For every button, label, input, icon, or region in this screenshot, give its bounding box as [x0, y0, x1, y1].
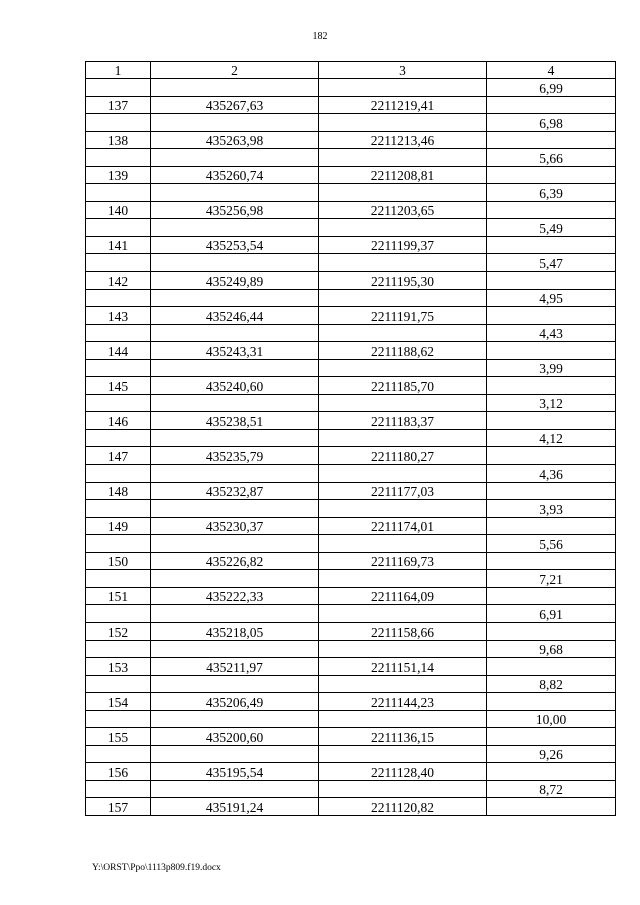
table-row [86, 272, 616, 290]
table-cell-col-2: 435246,44 [151, 307, 319, 325]
table-cell-col-3: 2211169,73 [319, 552, 487, 570]
table-cell-col-3: 2211177,03 [319, 482, 487, 500]
table-cell-col-3: 2211191,75 [319, 307, 487, 325]
table-cell-col-4 [487, 131, 616, 149]
table-cell-col-4 [487, 552, 616, 570]
header-cell-3: 3 [319, 62, 487, 79]
table-cell-col-3 [319, 640, 487, 658]
table-cell-col-1 [86, 219, 151, 237]
table-cell-col-2 [151, 149, 319, 167]
table-cell-col-4 [487, 728, 616, 746]
table-cell-col-4: 4,12 [487, 429, 616, 447]
table-row [86, 605, 616, 623]
table-row [86, 535, 616, 553]
table-row [86, 658, 616, 676]
table-row [86, 219, 616, 237]
table-row [86, 465, 616, 483]
table-cell-col-3 [319, 465, 487, 483]
table-cell-col-2: 435222,33 [151, 587, 319, 605]
table-cell-col-3: 2211136,15 [319, 728, 487, 746]
table-cell-col-4 [487, 236, 616, 254]
table-cell-col-4 [487, 377, 616, 395]
table-cell-col-2 [151, 324, 319, 342]
table-cell-col-1 [86, 675, 151, 693]
table-row [86, 745, 616, 763]
table-cell-col-2: 435195,54 [151, 763, 319, 781]
table-cell-col-1 [86, 500, 151, 518]
table-cell-col-4: 6,91 [487, 605, 616, 623]
table-row [86, 359, 616, 377]
table-cell-col-4 [487, 272, 616, 290]
table-cell-col-4 [487, 342, 616, 360]
table-cell-col-1: 146 [86, 412, 151, 430]
table-cell-col-1 [86, 605, 151, 623]
table-cell-col-3 [319, 219, 487, 237]
table-cell-col-2: 435218,05 [151, 622, 319, 640]
table-cell-col-2 [151, 640, 319, 658]
table-cell-col-1 [86, 640, 151, 658]
table-cell-col-1 [86, 324, 151, 342]
table-cell-col-2 [151, 500, 319, 518]
table-cell-col-1 [86, 710, 151, 728]
table-cell-col-4 [487, 622, 616, 640]
table-row [86, 447, 616, 465]
table-cell-col-4 [487, 166, 616, 184]
table-cell-col-1: 144 [86, 342, 151, 360]
header-cell-1: 1 [86, 62, 151, 79]
table-cell-col-4 [487, 447, 616, 465]
table-cell-col-3: 2211174,01 [319, 517, 487, 535]
table-row [86, 166, 616, 184]
table-cell-col-1 [86, 289, 151, 307]
table-cell-col-2: 435267,63 [151, 96, 319, 114]
table-cell-col-3 [319, 535, 487, 553]
table-cell-col-1: 155 [86, 728, 151, 746]
table-cell-col-3: 2211219,41 [319, 96, 487, 114]
table-row [86, 587, 616, 605]
table-cell-col-3 [319, 114, 487, 132]
table-row [86, 640, 616, 658]
table-cell-col-3: 2211188,62 [319, 342, 487, 360]
table-row [86, 184, 616, 202]
table-cell-col-1: 151 [86, 587, 151, 605]
table-cell-col-2: 435240,60 [151, 377, 319, 395]
table-cell-col-3: 2211183,37 [319, 412, 487, 430]
table-cell-col-1 [86, 745, 151, 763]
table-cell-col-1: 141 [86, 236, 151, 254]
table-cell-col-3 [319, 745, 487, 763]
table-cell-col-3 [319, 184, 487, 202]
table-cell-col-1: 137 [86, 96, 151, 114]
table-cell-col-3: 2211203,65 [319, 201, 487, 219]
table-cell-col-2 [151, 254, 319, 272]
table-cell-col-3 [319, 429, 487, 447]
table-cell-col-4: 8,72 [487, 780, 616, 798]
table-cell-col-4: 4,95 [487, 289, 616, 307]
table-cell-col-2: 435200,60 [151, 728, 319, 746]
table-cell-col-4: 5,56 [487, 535, 616, 553]
table-cell-col-1 [86, 780, 151, 798]
table-row [86, 728, 616, 746]
table-cell-col-2: 435263,98 [151, 131, 319, 149]
table-cell-col-4: 10,00 [487, 710, 616, 728]
table-cell-col-4: 9,68 [487, 640, 616, 658]
table-cell-col-3 [319, 605, 487, 623]
table-cell-col-1 [86, 535, 151, 553]
table-cell-col-1: 138 [86, 131, 151, 149]
table-row [86, 798, 616, 816]
table-cell-col-3 [319, 149, 487, 167]
table-cell-col-1: 143 [86, 307, 151, 325]
table-cell-col-4: 3,93 [487, 500, 616, 518]
table-cell-col-1: 156 [86, 763, 151, 781]
table-row [86, 552, 616, 570]
page-number: 182 [312, 31, 328, 42]
table-cell-col-1: 145 [86, 377, 151, 395]
table-row [86, 324, 616, 342]
table-cell-col-2 [151, 535, 319, 553]
table-row [86, 254, 616, 272]
table-cell-col-2 [151, 429, 319, 447]
table-cell-col-3 [319, 254, 487, 272]
table-cell-col-1 [86, 79, 151, 97]
table-row [86, 622, 616, 640]
table-cell-col-3: 2211195,30 [319, 272, 487, 290]
table-cell-col-4 [487, 412, 616, 430]
table-cell-col-4: 5,49 [487, 219, 616, 237]
table-cell-col-2 [151, 465, 319, 483]
table-cell-col-4: 4,43 [487, 324, 616, 342]
table-cell-col-4 [487, 763, 616, 781]
table-cell-col-2: 435232,87 [151, 482, 319, 500]
table-cell-col-4 [487, 587, 616, 605]
table-cell-col-3: 2211144,23 [319, 693, 487, 711]
table-row [86, 79, 616, 97]
table-cell-col-4 [487, 798, 616, 816]
table-cell-col-4: 5,66 [487, 149, 616, 167]
table-row [86, 307, 616, 325]
table-cell-col-1: 157 [86, 798, 151, 816]
table-cell-col-4: 3,99 [487, 359, 616, 377]
table-cell-col-3: 2211213,46 [319, 131, 487, 149]
table-cell-col-4: 9,26 [487, 745, 616, 763]
table-cell-col-4: 6,39 [487, 184, 616, 202]
table-cell-col-2: 435226,82 [151, 552, 319, 570]
table-cell-col-2: 435253,54 [151, 236, 319, 254]
table-cell-col-2 [151, 184, 319, 202]
table-cell-col-2: 435235,79 [151, 447, 319, 465]
header-cell-4: 4 [487, 62, 616, 79]
table-cell-col-2 [151, 219, 319, 237]
table-cell-col-2 [151, 394, 319, 412]
table-row [86, 131, 616, 149]
table-cell-col-2 [151, 745, 319, 763]
table-cell-col-2: 435211,97 [151, 658, 319, 676]
table-row [86, 517, 616, 535]
table-cell-col-3: 2211164,09 [319, 587, 487, 605]
table-row [86, 763, 616, 781]
table-row [86, 149, 616, 167]
table-row [86, 289, 616, 307]
table-row [86, 342, 616, 360]
table-cell-col-2 [151, 710, 319, 728]
table-row [86, 482, 616, 500]
table-cell-col-4 [487, 201, 616, 219]
table-cell-col-3 [319, 324, 487, 342]
table-cell-col-1 [86, 394, 151, 412]
table-cell-col-2: 435238,51 [151, 412, 319, 430]
table-cell-col-1: 153 [86, 658, 151, 676]
table-cell-col-2: 435243,31 [151, 342, 319, 360]
table-cell-col-1: 149 [86, 517, 151, 535]
table-row [86, 96, 616, 114]
table-cell-col-1: 139 [86, 166, 151, 184]
table-cell-col-3: 2211185,70 [319, 377, 487, 395]
table-cell-col-3: 2211128,40 [319, 763, 487, 781]
table-body [86, 79, 616, 816]
coordinates-table [85, 61, 616, 816]
table-cell-col-1: 142 [86, 272, 151, 290]
table-cell-col-2: 435230,37 [151, 517, 319, 535]
table-cell-col-3: 2211199,37 [319, 236, 487, 254]
header-cell-2: 2 [151, 62, 319, 79]
table-cell-col-4: 3,12 [487, 394, 616, 412]
table-cell-col-4: 5,47 [487, 254, 616, 272]
table-cell-col-2: 435256,98 [151, 201, 319, 219]
table-cell-col-4: 6,99 [487, 79, 616, 97]
table-cell-col-2 [151, 289, 319, 307]
table-row [86, 710, 616, 728]
table-row [86, 429, 616, 447]
table-header-row [86, 62, 616, 79]
table-cell-col-1 [86, 429, 151, 447]
table-row [86, 675, 616, 693]
table-cell-col-4 [487, 658, 616, 676]
table-cell-col-2: 435191,24 [151, 798, 319, 816]
table-cell-col-3: 2211208,81 [319, 166, 487, 184]
table-cell-col-1: 148 [86, 482, 151, 500]
table-cell-col-1 [86, 359, 151, 377]
table-cell-col-3 [319, 394, 487, 412]
table-cell-col-3 [319, 675, 487, 693]
table-row [86, 570, 616, 588]
table-cell-col-4: 8,82 [487, 675, 616, 693]
table-cell-col-1: 147 [86, 447, 151, 465]
table-cell-col-3 [319, 570, 487, 588]
table-cell-col-1 [86, 465, 151, 483]
table-cell-col-2: 435260,74 [151, 166, 319, 184]
table-row [86, 236, 616, 254]
table-cell-col-4: 7,21 [487, 570, 616, 588]
table-cell-col-3 [319, 500, 487, 518]
table-cell-col-2: 435206,49 [151, 693, 319, 711]
table-cell-col-3 [319, 710, 487, 728]
table-row [86, 114, 616, 132]
table-cell-col-4 [487, 517, 616, 535]
table-row [86, 780, 616, 798]
table-cell-col-3: 2211180,27 [319, 447, 487, 465]
table-cell-col-1 [86, 149, 151, 167]
table-cell-col-2 [151, 79, 319, 97]
table-cell-col-4: 6,98 [487, 114, 616, 132]
table-row [86, 394, 616, 412]
table-cell-col-1 [86, 184, 151, 202]
table-cell-col-1: 140 [86, 201, 151, 219]
table-row [86, 201, 616, 219]
table-cell-col-4 [487, 96, 616, 114]
table-row [86, 693, 616, 711]
table-cell-col-4 [487, 482, 616, 500]
table-cell-col-2 [151, 675, 319, 693]
table-cell-col-3: 2211158,66 [319, 622, 487, 640]
table-cell-col-1 [86, 570, 151, 588]
table-cell-col-1: 152 [86, 622, 151, 640]
table-cell-col-2 [151, 114, 319, 132]
table-row [86, 500, 616, 518]
table-row [86, 412, 616, 430]
table-cell-col-3 [319, 79, 487, 97]
table-cell-col-1 [86, 254, 151, 272]
footer-file-path: Y:\ORST\Ppo\1113p809.f19.docx [92, 863, 221, 873]
table-cell-col-2 [151, 359, 319, 377]
table-cell-col-1 [86, 114, 151, 132]
table-cell-col-3: 2211120,82 [319, 798, 487, 816]
table-cell-col-4 [487, 307, 616, 325]
table-cell-col-1: 150 [86, 552, 151, 570]
table-cell-col-1: 154 [86, 693, 151, 711]
table-cell-col-4 [487, 693, 616, 711]
table-cell-col-3 [319, 780, 487, 798]
table-cell-col-2 [151, 570, 319, 588]
table-cell-col-3 [319, 359, 487, 377]
table-cell-col-3 [319, 289, 487, 307]
table-row [86, 377, 616, 395]
table-cell-col-4: 4,36 [487, 465, 616, 483]
table-cell-col-2 [151, 605, 319, 623]
table-cell-col-2 [151, 780, 319, 798]
table-cell-col-3: 2211151,14 [319, 658, 487, 676]
table-cell-col-2: 435249,89 [151, 272, 319, 290]
